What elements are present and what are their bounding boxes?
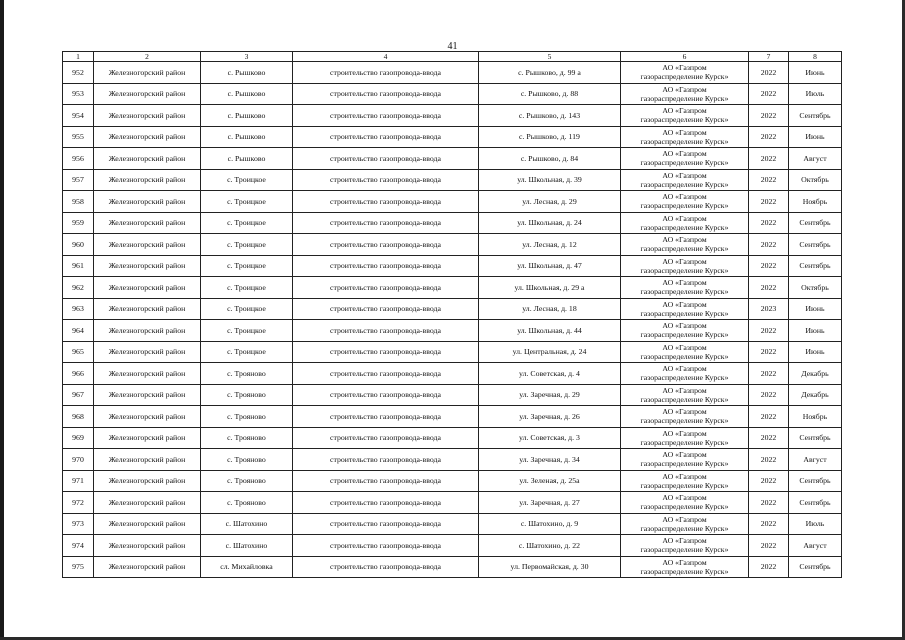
year-cell: 2022 (749, 470, 789, 492)
month-cell: Сентябрь (789, 105, 842, 127)
table-row (63, 298, 842, 320)
address-cell: ул. Заречная, д. 29 (479, 384, 621, 406)
address-cell: ул. Школьная, д. 44 (479, 320, 621, 342)
year-cell: 2022 (749, 363, 789, 385)
page-number: 41 (447, 41, 458, 52)
month-cell: Август (789, 535, 842, 557)
settlement-cell: с. Троицкое (201, 277, 293, 299)
table-row (63, 427, 842, 449)
district-cell: Железногорский район (94, 148, 201, 170)
work-type-cell: строительство газопровода-ввода (293, 535, 479, 557)
table-row (63, 83, 842, 105)
row-number: 975 (63, 556, 94, 578)
organization-cell (621, 255, 749, 277)
settlement-cell: с. Трояново (201, 470, 293, 492)
table-row (63, 148, 842, 170)
row-number: 956 (63, 148, 94, 170)
year-cell: 2022 (749, 449, 789, 471)
district-cell: Железногорский район (94, 169, 201, 191)
year-cell: 2022 (749, 341, 789, 363)
work-type-cell: строительство газопровода-ввода (293, 255, 479, 277)
organization-line: АО «Газпром (662, 63, 707, 73)
district-cell: Железногорский район (94, 513, 201, 535)
organization-line: газораспределение Курск» (640, 222, 729, 232)
organization-line: АО «Газпром (662, 106, 707, 116)
month-cell: Июль (789, 83, 842, 105)
organization-line: газораспределение Курск» (640, 523, 729, 533)
month-cell: Сентябрь (789, 470, 842, 492)
district-cell: Железногорский район (94, 62, 201, 84)
table-row (63, 406, 842, 428)
district-cell: Железногорский район (94, 556, 201, 578)
district-cell: Железногорский район (94, 255, 201, 277)
address-cell: с. Рышково, д. 99 а (479, 62, 621, 84)
work-type-cell: строительство газопровода-ввода (293, 298, 479, 320)
table-row (63, 556, 842, 578)
row-number: 952 (63, 62, 94, 84)
table-row (63, 126, 842, 148)
settlement-cell: с. Рышково (201, 83, 293, 105)
settlement-cell: с. Троицкое (201, 341, 293, 363)
month-cell: Июнь (789, 62, 842, 84)
work-type-cell: строительство газопровода-ввода (293, 212, 479, 234)
table-row (63, 363, 842, 385)
address-cell: ул. Советская, д. 4 (479, 363, 621, 385)
district-cell: Железногорский район (94, 406, 201, 428)
organization-line: газораспределение Курск» (640, 158, 729, 168)
organization-cell (621, 535, 749, 557)
column-number-row (63, 52, 842, 62)
organization-cell (621, 427, 749, 449)
settlement-cell: с. Рышково (201, 126, 293, 148)
organization-line: газораспределение Курск» (640, 308, 729, 318)
year-cell: 2022 (749, 255, 789, 277)
organization-line: АО «Газпром (662, 321, 707, 331)
address-cell: ул. Лесная, д. 29 (479, 191, 621, 213)
year-cell: 2022 (749, 535, 789, 557)
work-type-cell: строительство газопровода-ввода (293, 556, 479, 578)
row-number: 965 (63, 341, 94, 363)
organization-line: газораспределение Курск» (640, 265, 729, 275)
organization-line: газораспределение Курск» (640, 244, 729, 254)
district-cell: Железногорский район (94, 83, 201, 105)
year-cell: 2022 (749, 234, 789, 256)
table-row (63, 513, 842, 535)
settlement-cell: с. Рышково (201, 148, 293, 170)
table-body (63, 52, 842, 578)
month-cell: Сентябрь (789, 255, 842, 277)
organization-line: АО «Газпром (662, 127, 707, 137)
table-row (63, 492, 842, 514)
table-row (63, 449, 842, 471)
table-row (63, 105, 842, 127)
organization-line: газораспределение Курск» (640, 480, 729, 490)
work-type-cell: строительство газопровода-ввода (293, 169, 479, 191)
organization-line: газораспределение Курск» (640, 502, 729, 512)
address-cell: ул. Советская, д. 3 (479, 427, 621, 449)
work-type-cell: строительство газопровода-ввода (293, 105, 479, 127)
row-number: 961 (63, 255, 94, 277)
scan-border-left (0, 0, 4, 640)
district-cell: Железногорский район (94, 492, 201, 514)
organization-line: АО «Газпром (662, 192, 707, 202)
address-cell: с. Шатохино, д. 22 (479, 535, 621, 557)
year-cell: 2022 (749, 191, 789, 213)
organization-line: АО «Газпром (662, 385, 707, 395)
organization-line: АО «Газпром (662, 514, 707, 524)
row-number: 954 (63, 105, 94, 127)
organization-line: газораспределение Курск» (640, 287, 729, 297)
year-cell: 2022 (749, 406, 789, 428)
address-cell: с. Рышково, д. 143 (479, 105, 621, 127)
work-type-cell: строительство газопровода-ввода (293, 277, 479, 299)
organization-line: АО «Газпром (662, 428, 707, 438)
organization-cell (621, 277, 749, 299)
organization-cell (621, 406, 749, 428)
organization-cell (621, 384, 749, 406)
column-number: 8 (789, 52, 842, 62)
district-cell: Железногорский район (94, 212, 201, 234)
organization-cell (621, 105, 749, 127)
row-number: 959 (63, 212, 94, 234)
organization-line: газораспределение Курск» (640, 437, 729, 447)
organization-line: газораспределение Курск» (640, 115, 729, 125)
month-cell: Декабрь (789, 384, 842, 406)
organization-line: АО «Газпром (662, 450, 707, 460)
organization-cell (621, 363, 749, 385)
year-cell: 2022 (749, 83, 789, 105)
work-type-cell: строительство газопровода-ввода (293, 513, 479, 535)
row-number: 973 (63, 513, 94, 535)
table-row (63, 191, 842, 213)
address-cell: ул. Зеленая, д. 25а (479, 470, 621, 492)
work-type-cell: строительство газопровода-ввода (293, 62, 479, 84)
settlement-cell: с. Троицкое (201, 212, 293, 234)
organization-line: АО «Газпром (662, 536, 707, 546)
month-cell: Сентябрь (789, 492, 842, 514)
organization-line: газораспределение Курск» (640, 394, 729, 404)
organization-line: газораспределение Курск» (640, 179, 729, 189)
settlement-cell: с. Троицкое (201, 320, 293, 342)
column-number: 5 (479, 52, 621, 62)
row-number: 974 (63, 535, 94, 557)
row-number: 971 (63, 470, 94, 492)
organization-line: АО «Газпром (662, 84, 707, 94)
organization-line: АО «Газпром (662, 299, 707, 309)
organization-line: АО «Газпром (662, 407, 707, 417)
row-number: 957 (63, 169, 94, 191)
district-cell: Железногорский район (94, 277, 201, 299)
organization-line: АО «Газпром (662, 342, 707, 352)
year-cell: 2022 (749, 62, 789, 84)
month-cell: Ноябрь (789, 191, 842, 213)
month-cell: Октябрь (789, 169, 842, 191)
organization-line: газораспределение Курск» (640, 72, 729, 82)
settlement-cell: с. Троицкое (201, 234, 293, 256)
district-cell: Железногорский район (94, 191, 201, 213)
organization-cell (621, 169, 749, 191)
settlement-cell: с. Трояново (201, 449, 293, 471)
year-cell: 2022 (749, 277, 789, 299)
work-type-cell: строительство газопровода-ввода (293, 406, 479, 428)
address-cell: ул. Центральная, д. 24 (479, 341, 621, 363)
row-number: 964 (63, 320, 94, 342)
address-cell: с. Рышково, д. 88 (479, 83, 621, 105)
work-type-cell: строительство газопровода-ввода (293, 126, 479, 148)
table-row (63, 320, 842, 342)
column-number: 1 (63, 52, 94, 62)
organization-line: газораспределение Курск» (640, 136, 729, 146)
settlement-cell: с. Трояново (201, 427, 293, 449)
district-cell: Железногорский район (94, 427, 201, 449)
column-number: 4 (293, 52, 479, 62)
year-cell: 2022 (749, 126, 789, 148)
organization-line: газораспределение Курск» (640, 93, 729, 103)
settlement-cell: с. Троицкое (201, 298, 293, 320)
organization-line: АО «Газпром (662, 364, 707, 374)
work-type-cell: строительство газопровода-ввода (293, 427, 479, 449)
address-cell: ул. Лесная, д. 18 (479, 298, 621, 320)
month-cell: Август (789, 148, 842, 170)
settlement-cell: с. Трояново (201, 492, 293, 514)
table-row (63, 277, 842, 299)
district-cell: Железногорский район (94, 384, 201, 406)
settlement-cell: сл. Михайловка (201, 556, 293, 578)
gasification-table (62, 51, 842, 578)
address-cell: ул. Школьная, д. 47 (479, 255, 621, 277)
month-cell: Август (789, 449, 842, 471)
organization-line: газораспределение Курск» (640, 373, 729, 383)
organization-line: АО «Газпром (662, 278, 707, 288)
table-row (63, 535, 842, 557)
district-cell: Железногорский район (94, 234, 201, 256)
month-cell: Июнь (789, 126, 842, 148)
year-cell: 2022 (749, 320, 789, 342)
organization-cell (621, 126, 749, 148)
organization-line: газораспределение Курск» (640, 351, 729, 361)
month-cell: Сентябрь (789, 212, 842, 234)
district-cell: Железногорский район (94, 363, 201, 385)
organization-cell (621, 62, 749, 84)
year-cell: 2022 (749, 556, 789, 578)
table-row (63, 212, 842, 234)
settlement-cell: с. Троицкое (201, 255, 293, 277)
table-row (63, 470, 842, 492)
settlement-cell: с. Шатохино (201, 513, 293, 535)
year-cell: 2022 (749, 384, 789, 406)
month-cell: Декабрь (789, 363, 842, 385)
organization-cell (621, 513, 749, 535)
district-cell: Железногорский район (94, 126, 201, 148)
district-cell: Железногорский район (94, 470, 201, 492)
work-type-cell: строительство газопровода-ввода (293, 148, 479, 170)
address-cell: ул. Заречная, д. 27 (479, 492, 621, 514)
district-cell: Железногорский район (94, 449, 201, 471)
organization-line: АО «Газпром (662, 471, 707, 481)
organization-line: газораспределение Курск» (640, 416, 729, 426)
organization-line: АО «Газпром (662, 213, 707, 223)
month-cell: Октябрь (789, 277, 842, 299)
work-type-cell: строительство газопровода-ввода (293, 492, 479, 514)
table-row (63, 234, 842, 256)
work-type-cell: строительство газопровода-ввода (293, 191, 479, 213)
month-cell: Июнь (789, 298, 842, 320)
table-row (63, 255, 842, 277)
row-number: 972 (63, 492, 94, 514)
settlement-cell: с. Трояново (201, 384, 293, 406)
column-number: 2 (94, 52, 201, 62)
row-number: 962 (63, 277, 94, 299)
row-number: 968 (63, 406, 94, 428)
work-type-cell: строительство газопровода-ввода (293, 384, 479, 406)
column-number: 7 (749, 52, 789, 62)
month-cell: Сентябрь (789, 556, 842, 578)
organization-line: АО «Газпром (662, 557, 707, 567)
address-cell: ул. Лесная, д. 12 (479, 234, 621, 256)
work-type-cell: строительство газопровода-ввода (293, 470, 479, 492)
district-cell: Железногорский район (94, 535, 201, 557)
district-cell: Железногорский район (94, 105, 201, 127)
year-cell: 2022 (749, 105, 789, 127)
month-cell: Сентябрь (789, 427, 842, 449)
settlement-cell: с. Рышково (201, 62, 293, 84)
month-cell: Июнь (789, 320, 842, 342)
organization-cell (621, 234, 749, 256)
district-cell: Железногорский район (94, 320, 201, 342)
organization-line: газораспределение Курск» (640, 566, 729, 576)
organization-line: АО «Газпром (662, 170, 707, 180)
row-number: 955 (63, 126, 94, 148)
organization-line: АО «Газпром (662, 235, 707, 245)
organization-line: АО «Газпром (662, 493, 707, 503)
address-cell: ул. Школьная, д. 24 (479, 212, 621, 234)
organization-cell (621, 341, 749, 363)
organization-cell (621, 470, 749, 492)
row-number: 970 (63, 449, 94, 471)
row-number: 958 (63, 191, 94, 213)
address-cell: с. Шатохино, д. 9 (479, 513, 621, 535)
year-cell: 2022 (749, 169, 789, 191)
organization-cell (621, 449, 749, 471)
address-cell: с. Рышково, д. 119 (479, 126, 621, 148)
organization-line: газораспределение Курск» (640, 545, 729, 555)
table-row (63, 62, 842, 84)
work-type-cell: строительство газопровода-ввода (293, 320, 479, 342)
settlement-cell: с. Рышково (201, 105, 293, 127)
address-cell: ул. Заречная, д. 34 (479, 449, 621, 471)
year-cell: 2022 (749, 148, 789, 170)
address-cell: с. Рышково, д. 84 (479, 148, 621, 170)
work-type-cell: строительство газопровода-ввода (293, 341, 479, 363)
work-type-cell: строительство газопровода-ввода (293, 234, 479, 256)
organization-cell (621, 556, 749, 578)
settlement-cell: с. Троицкое (201, 191, 293, 213)
work-type-cell: строительство газопровода-ввода (293, 83, 479, 105)
work-type-cell: строительство газопровода-ввода (293, 363, 479, 385)
organization-cell (621, 492, 749, 514)
work-type-cell: строительство газопровода-ввода (293, 449, 479, 471)
row-number: 953 (63, 83, 94, 105)
month-cell: Ноябрь (789, 406, 842, 428)
settlement-cell: с. Шатохино (201, 535, 293, 557)
organization-line: газораспределение Курск» (640, 330, 729, 340)
row-number: 966 (63, 363, 94, 385)
address-cell: ул. Школьная, д. 29 а (479, 277, 621, 299)
organization-cell (621, 148, 749, 170)
month-cell: Июнь (789, 341, 842, 363)
district-cell: Железногорский район (94, 298, 201, 320)
row-number: 963 (63, 298, 94, 320)
table-row (63, 384, 842, 406)
year-cell: 2022 (749, 492, 789, 514)
address-cell: ул. Школьная, д. 39 (479, 169, 621, 191)
year-cell: 2022 (749, 212, 789, 234)
year-cell: 2022 (749, 513, 789, 535)
organization-line: АО «Газпром (662, 256, 707, 266)
settlement-cell: с. Троицкое (201, 169, 293, 191)
organization-line: газораспределение Курск» (640, 459, 729, 469)
organization-cell (621, 298, 749, 320)
organization-cell (621, 320, 749, 342)
settlement-cell: с. Трояново (201, 406, 293, 428)
organization-line: газораспределение Курск» (640, 201, 729, 211)
month-cell: Сентябрь (789, 234, 842, 256)
organization-cell (621, 212, 749, 234)
row-number: 969 (63, 427, 94, 449)
table-row (63, 169, 842, 191)
row-number: 960 (63, 234, 94, 256)
year-cell: 2023 (749, 298, 789, 320)
row-number: 967 (63, 384, 94, 406)
district-cell: Железногорский район (94, 341, 201, 363)
table-row (63, 341, 842, 363)
address-cell: ул. Первомайская, д. 30 (479, 556, 621, 578)
organization-cell (621, 191, 749, 213)
year-cell: 2022 (749, 427, 789, 449)
month-cell: Июль (789, 513, 842, 535)
column-number: 6 (621, 52, 749, 62)
column-number: 3 (201, 52, 293, 62)
address-cell: ул. Заречная, д. 26 (479, 406, 621, 428)
organization-line: АО «Газпром (662, 149, 707, 159)
settlement-cell: с. Трояново (201, 363, 293, 385)
organization-cell (621, 83, 749, 105)
